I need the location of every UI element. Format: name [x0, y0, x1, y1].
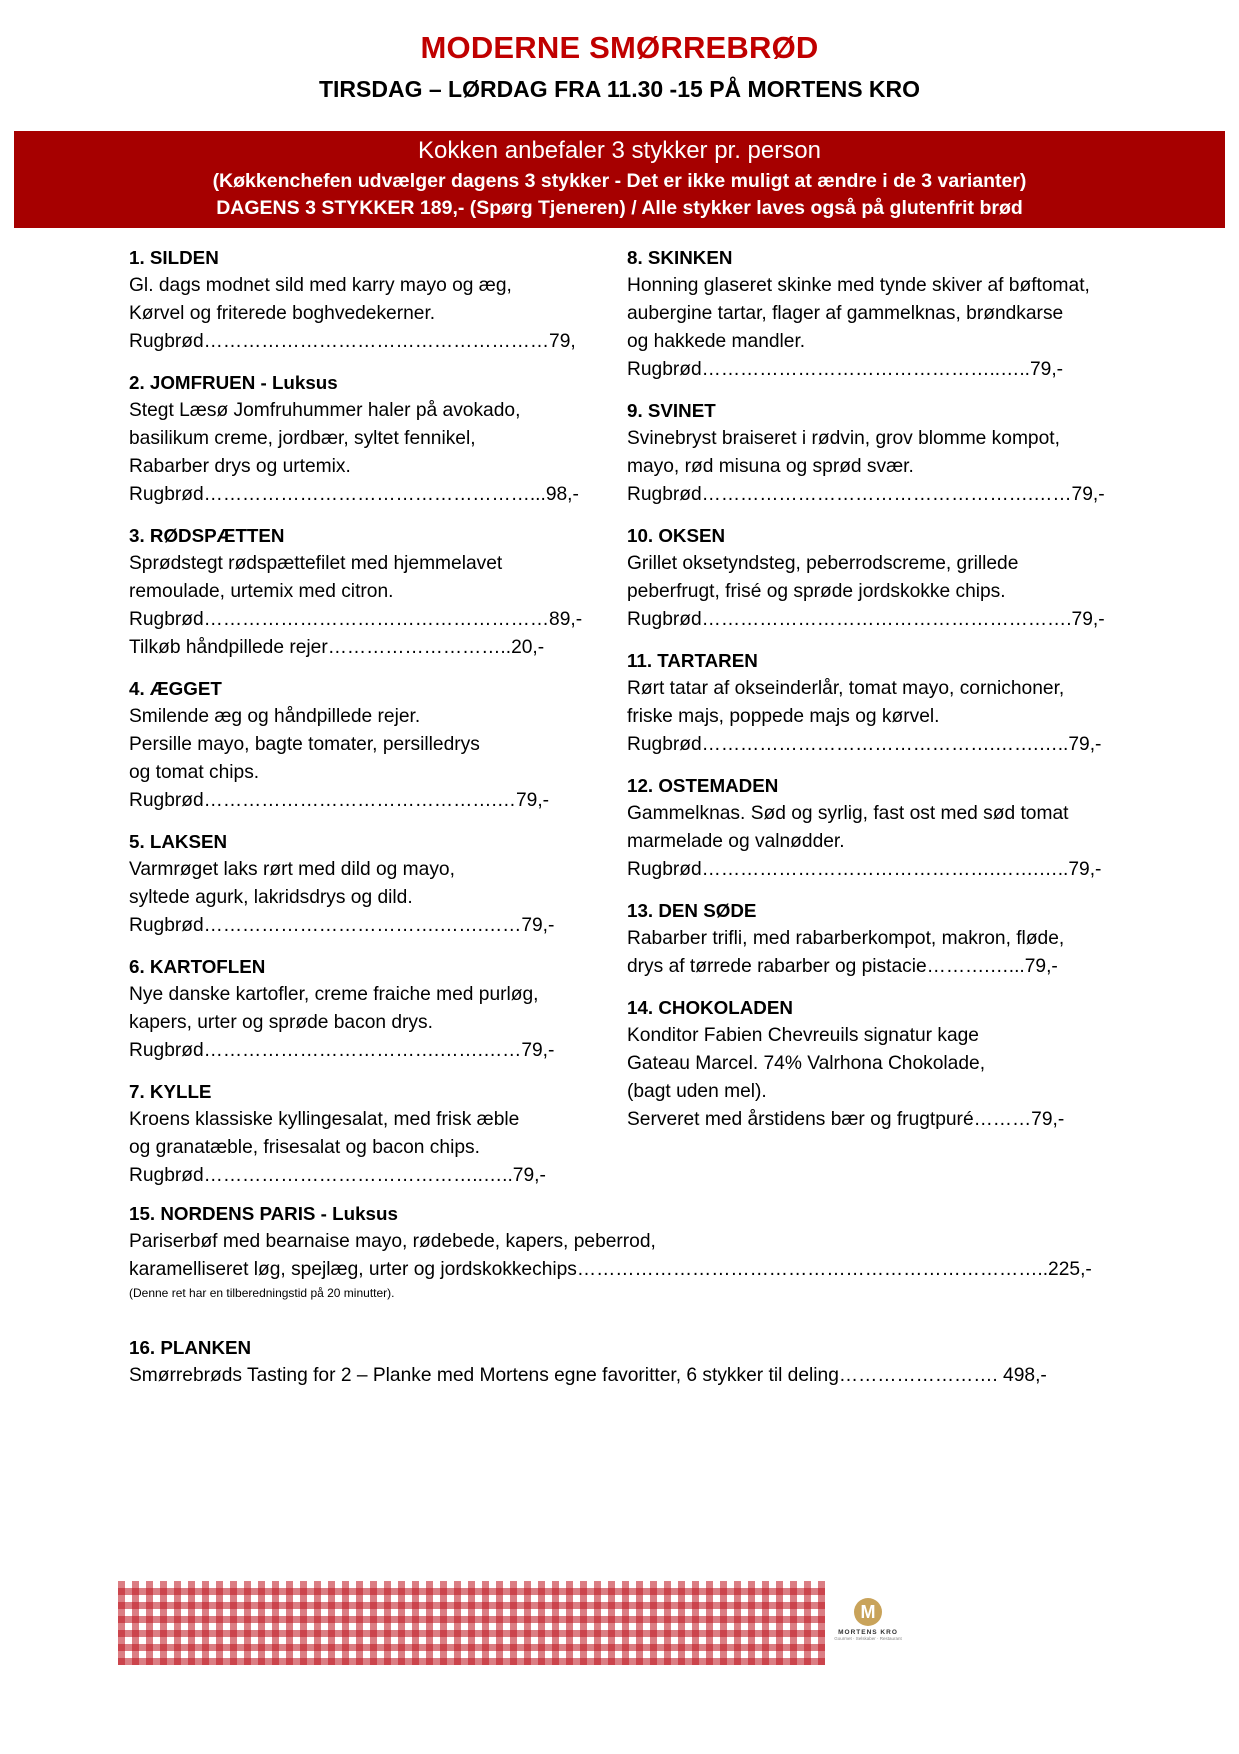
item-line: kapers, urter og sprøde bacon drys. [129, 1012, 433, 1033]
menu-item [129, 675, 609, 815]
item-note: (Denne ret har en tilberedningstid på 20 minutter). [129, 1286, 395, 1300]
item-line: Rugbrød……………………………………….…….…..79,- [627, 734, 1102, 755]
item-line: drys af tørrede rabarber og pistacie……….…...79,- [627, 956, 1058, 977]
item-line: aubergine tartar, flager af gammelknas, brøndkarse [627, 303, 1064, 324]
item-line: Rugbrød……………………………………………...98,- [129, 484, 579, 505]
mortens-kro-logo [832, 1598, 904, 1658]
item-name: 1. SILDEN [129, 247, 219, 268]
item-line: Smilende æg og håndpillede rejer. [129, 706, 421, 727]
menu-item [627, 397, 1147, 509]
menu-item-nordens-paris [129, 1200, 1129, 1302]
gingham-pattern [118, 1581, 825, 1665]
menu-item [627, 897, 1147, 981]
menu-item [627, 522, 1147, 634]
item-line: Kørvel og friterede boghvedekerner. [129, 303, 436, 324]
menu-item [129, 1078, 609, 1190]
item-name: 12. OSTEMADEN [627, 775, 779, 796]
item-line: Sprødstegt rødspættefilet med hjemmelavet [129, 553, 503, 574]
item-line: Tilkøb håndpillede rejer………………………..20,- [129, 637, 545, 658]
item-name: 9. SVINET [627, 400, 716, 421]
item-line: Rugbrød………………………………………………….79,- [627, 609, 1105, 630]
menu-item [129, 828, 609, 940]
item-name: 11. TARTAREN [627, 650, 758, 671]
item-line: basilikum creme, jordbær, syltet fennikel, [129, 428, 476, 449]
item-line: Rugbrød……………………………….…….……79,- [129, 1040, 555, 1061]
item-line: Rugbrød……………………………………..…..79,- [129, 1165, 546, 1186]
item-name: 8. SKINKEN [627, 247, 733, 268]
menu-item [627, 772, 1147, 884]
item-line: friske majs, poppede majs og kørvel. [627, 706, 940, 727]
menu-item [627, 994, 1147, 1134]
item-line: Rørt tatar af okseinderlår, tomat mayo, cornichoner, [627, 678, 1065, 699]
item-line: Pariserbøf med bearnaise mayo, rødebede, kapers, peberrod, [129, 1231, 656, 1252]
item-line: Stegt Læsø Jomfruhummer haler på avokado, [129, 400, 521, 421]
item-line: Rugbrød………………………………………………89,- [129, 609, 583, 630]
item-name: 10. OKSEN [627, 525, 726, 546]
item-line: Konditor Fabien Chevreuils signatur kage [627, 1025, 979, 1046]
menu-item [129, 244, 609, 356]
banner-line-1: Kokken anbefaler 3 stykker pr. person [418, 137, 821, 164]
item-line: Persille mayo, bagte tomater, persilledrys [129, 734, 480, 755]
menu-title: MODERNE SMØRREBRØD [420, 30, 819, 65]
logo-text: MORTENS KRO [838, 1629, 898, 1636]
menu-column-left [129, 244, 609, 1203]
item-line: syltede agurk, lakridsdrys og dild. [129, 887, 413, 908]
recommendation-banner [14, 131, 1225, 228]
item-line: Serveret med årstidens bær og frugtpuré………79,- [627, 1109, 1065, 1130]
item-name: 7. KYLLE [129, 1081, 212, 1102]
item-line: Kroens klassiske kyllingesalat, med frisk æble [129, 1109, 520, 1130]
item-line: peberfrugt, frisé og sprøde jordskokke chips. [627, 581, 1006, 602]
item-line: remoulade, urtemix med citron. [129, 581, 394, 602]
item-name: 4. ÆGGET [129, 678, 222, 699]
logo-tagline: Gourmet · Selskaber · Restaurant [834, 1636, 902, 1641]
menu-subtitle: TIRSDAG – LØRDAG FRA 11.30 -15 PÅ MORTENS KRO [318, 76, 921, 102]
item-line: Smørrebrøds Tasting for 2 – Planke med Mortens egne favoritter, 6 stykker til deling……………………. 498,- [129, 1365, 1047, 1386]
item-name: 14. CHOKOLADEN [627, 997, 793, 1018]
item-line: Gammelknas. Sød og syrlig, fast ost med sød tomat [627, 803, 1069, 824]
item-line: Grillet oksetyndsteg, peberrodscreme, grillede [627, 553, 1019, 574]
menu-item [627, 244, 1147, 384]
item-line: Gateau Marcel. 74% Valrhona Chokolade, [627, 1053, 986, 1074]
menu-item [129, 522, 609, 662]
item-name: 15. NORDENS PARIS - Luksus [129, 1203, 398, 1224]
item-line: (bagt uden mel). [627, 1081, 767, 1102]
item-line: Rugbrød……………………………….…….……79,- [129, 915, 555, 936]
menu-item [129, 953, 609, 1065]
banner-line-2: (Køkkenchefen udvælger dagens 3 stykker - Det er ikke muligt at ændre i de 3 varianter) [212, 170, 1027, 192]
item-line: Varmrøget laks rørt med dild og mayo, [129, 859, 455, 880]
menu-column-right [627, 244, 1147, 1147]
item-line: Svinebryst braiseret i rødvin, grov blomme kompot, [627, 428, 1060, 449]
item-line: Honning glaseret skinke med tynde skiver af bøftomat, [627, 275, 1090, 296]
menu-item [627, 647, 1147, 759]
item-line: Rugbrød…………………………………………….……79,- [627, 484, 1105, 505]
menu-item-planken [129, 1334, 1129, 1390]
item-line: og granatæble, frisesalat og bacon chips. [129, 1137, 480, 1158]
item-name: 13. DEN SØDE [627, 900, 757, 921]
item-name: 6. KARTOFLEN [129, 956, 266, 977]
item-line: Rugbrød………………………………………..…..79,- [627, 359, 1064, 380]
item-line: og hakkede mandler. [627, 331, 806, 352]
item-name: 5. LAKSEN [129, 831, 228, 852]
item-line: Rabarber drys og urtemix. [129, 456, 351, 477]
logo-mark-icon: M [854, 1598, 882, 1626]
item-line: Rugbrød………………………………………………79, [129, 331, 576, 352]
menu-item [129, 369, 609, 509]
item-line: Gl. dags modnet sild med karry mayo og æg, [129, 275, 512, 296]
item-name: 2. JOMFRUEN - Luksus [129, 372, 338, 393]
item-line: Rabarber trifli, med rabarberkompot, makron, fløde, [627, 928, 1065, 949]
item-name: 16. PLANKEN [129, 1337, 252, 1358]
item-name: 3. RØDSPÆTTEN [129, 525, 285, 546]
item-line: marmelade og valnødder. [627, 831, 845, 852]
item-line: Rugbrød……………………………………….…79,- [129, 790, 550, 811]
item-line: Rugbrød……………………………………….…….…..79,- [627, 859, 1102, 880]
item-line: karamelliseret løg, spejlæg, urter og jordskokkechips………………………………………………………………..225,- [129, 1259, 1092, 1280]
banner-line-3: DAGENS 3 STYKKER 189,- (Spørg Tjeneren) / Alle stykker laves også på glutenfrit brød [216, 197, 1023, 219]
item-line: og tomat chips. [129, 762, 260, 783]
item-line: Nye danske kartofler, creme fraiche med purløg, [129, 984, 539, 1005]
item-line: mayo, rød misuna og sprød svær. [627, 456, 914, 477]
